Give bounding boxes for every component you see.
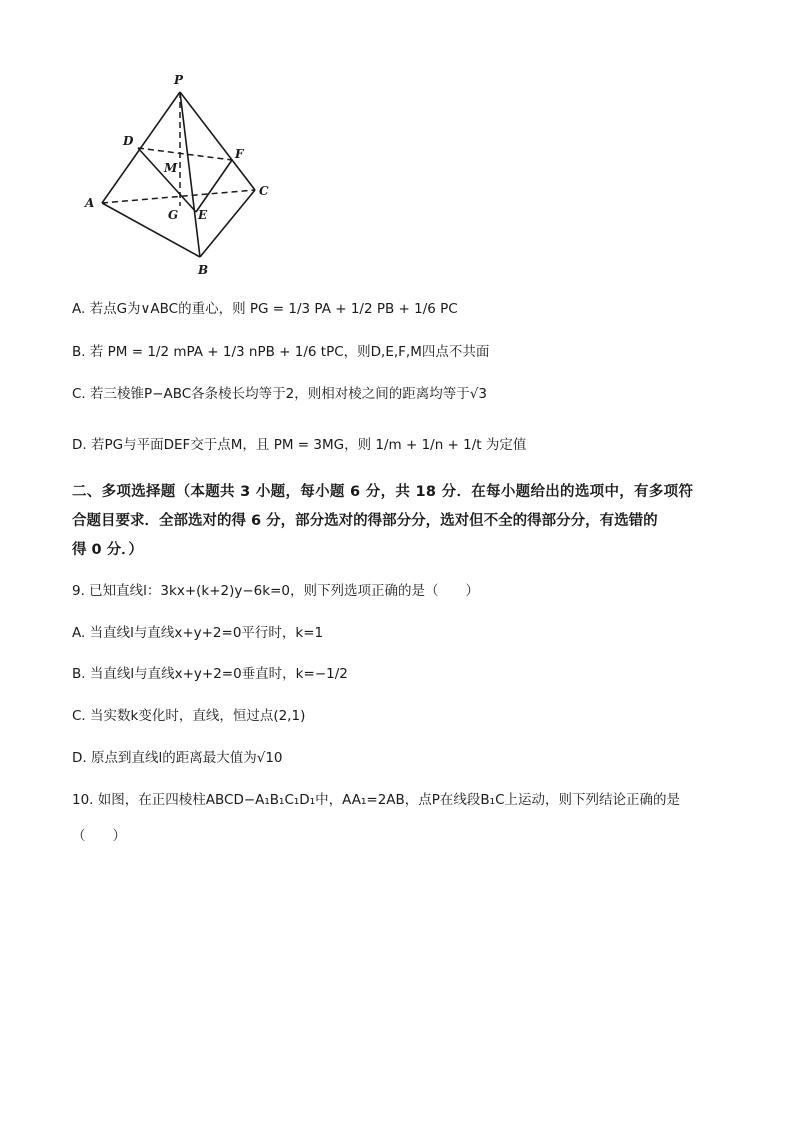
option-A: A. 若点G为∨ABC的重心，则 PG = 1/3 PA + 1/2 PB + 1/6 PC <box>72 301 458 317</box>
label-M: M <box>164 161 178 175</box>
option-C: C. 若三棱锥P−ABC各条棱长均等于2，则相对棱之间的距离均等于√3 <box>72 386 487 402</box>
segment-DF-hidden <box>138 148 232 160</box>
edge-CB <box>200 190 255 257</box>
edge-AB <box>102 203 200 257</box>
q9-option-B: B. 当直线l与直线x+y+2=0垂直时，k=−1/2 <box>72 666 348 682</box>
q9-stem: 9. 已知直线l：3kx+(k+2)y−6k=0，则下列选项正确的是（ ） <box>72 583 479 599</box>
label-E: E <box>198 208 208 222</box>
option-B: B. 若 PM = 1/2 mPA + 1/3 nPB + 1/6 tPC，则D,E,F,M四点不共面 <box>72 344 490 360</box>
edge-PB <box>180 92 200 257</box>
label-P: P <box>174 73 184 87</box>
q10-paren: （ ） <box>72 828 126 844</box>
q9-option-D: D. 原点到直线l的距离最大值为√10 <box>72 750 283 766</box>
label-D: D <box>123 134 134 148</box>
label-C: C <box>259 184 269 198</box>
label-G: G <box>168 208 179 222</box>
label-A: A <box>85 196 95 210</box>
tetrahedron-diagram <box>80 66 280 278</box>
q9-option-A: A. 当直线l与直线x+y+2=0平行时，k=1 <box>72 625 324 641</box>
label-B: B <box>198 263 209 277</box>
q9-option-C: C. 当实数k变化时，直线，恒过点(2,1) <box>72 708 306 724</box>
option-D: D. 若PG与平面DEF交于点M，且 PM = 3MG，则 1/m + 1/n + 1/t 为定值 <box>72 437 527 453</box>
section-header <box>72 478 724 565</box>
tetrahedron-figure <box>80 66 280 278</box>
section-header-line3: 得 0 分．） <box>72 542 143 558</box>
edge-PA <box>102 92 180 203</box>
label-F: F <box>235 147 244 161</box>
section-header-line1: 二、多项选择题（本题共 3 小题，每小题 6 分，共 18 分．在每小题给出的选项中，有多项符 <box>72 484 694 500</box>
edge-PC <box>180 92 255 190</box>
q10-stem: 10. 如图，在正四棱柱ABCD−A₁B₁C₁D₁中，AA₁=2AB，点P在线段B₁C上运动，则下列结论正确的是 <box>72 792 681 808</box>
segment-EF <box>196 160 232 212</box>
section-header-line2: 合题目要求．全部选对的得 6 分，部分选对的得部分分，选对但不全的得部分分，有选错的 <box>72 513 658 529</box>
